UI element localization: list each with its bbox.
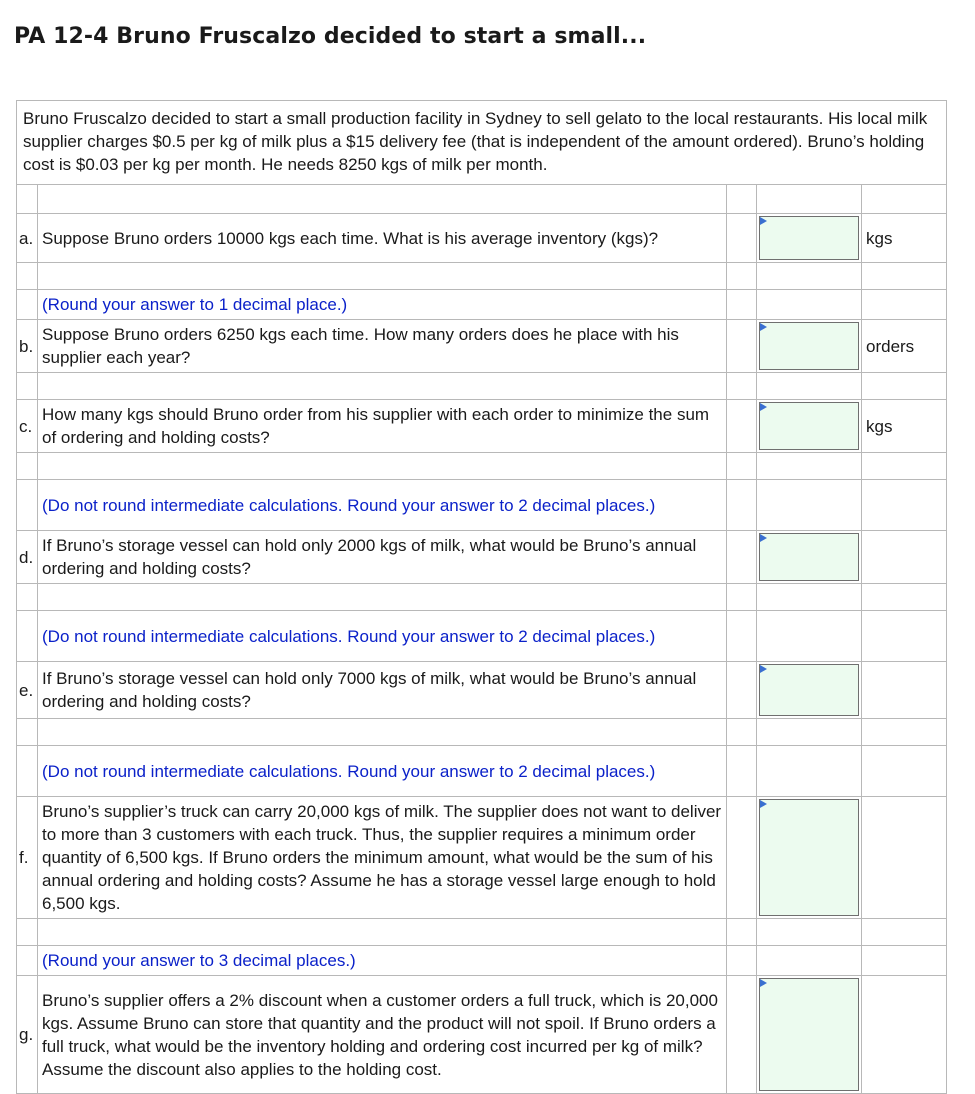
answer-input-f[interactable]	[759, 799, 859, 916]
spacer-row	[17, 263, 947, 290]
spacer-row	[17, 584, 947, 611]
question-label-b: b.	[17, 320, 38, 373]
problem-table	[16, 100, 947, 1094]
answer-cell-d	[757, 531, 862, 584]
answer-cell-g	[757, 976, 862, 1094]
question-label-c: c.	[17, 400, 38, 453]
answer-input-a[interactable]	[759, 216, 859, 260]
question-text-b: Suppose Bruno orders 6250 kgs each time. How many orders does he place with his supplier each year?	[38, 320, 727, 373]
unit-label-d	[862, 531, 947, 584]
question-text-c: How many kgs should Bruno order from his supplier with each order to minimize the sum of ordering and holding costs?	[38, 400, 727, 453]
input-marker-icon	[760, 323, 767, 331]
hint-text-e: (Do not round intermediate calculations. Round your answer to 2 decimal places.)	[38, 746, 727, 797]
hint-row-e	[17, 746, 947, 797]
input-marker-icon	[760, 665, 767, 673]
question-text-e: If Bruno’s storage vessel can hold only 7000 kgs of milk, what would be Bruno’s annual ordering and holding costs?	[38, 662, 727, 719]
answer-cell-f	[757, 797, 862, 919]
spacer-row	[17, 185, 947, 214]
spacer-row	[17, 919, 947, 946]
question-text-f: Bruno’s supplier’s truck can carry 20,000 kgs of milk. The supplier does not want to deliver to more than 3 customers with each truck. Thus, the supplier requires a minimum order quantity of 6,500 kgs. If Bruno orders the minimum amount, what would be the sum of his annual ordering and holding costs? Assume he has a storage vessel large enough to hold 6,500 kgs.	[38, 797, 727, 919]
page-title: PA 12-4 Bruno Fruscalzo decided to start a small...	[14, 24, 647, 49]
unit-label-f	[862, 797, 947, 919]
input-marker-icon	[760, 979, 767, 987]
hint-text-f: (Round your answer to 3 decimal places.)	[38, 946, 727, 976]
question-label-d: d.	[17, 531, 38, 584]
question-label-e: e.	[17, 662, 38, 719]
hint-row-f	[17, 946, 947, 976]
question-text-a: Suppose Bruno orders 10000 kgs each time. What is his average inventory (kgs)?	[38, 214, 727, 263]
spacer-row	[17, 373, 947, 400]
answer-cell-c	[757, 400, 862, 453]
problem-intro-row	[17, 101, 947, 185]
question-label-g: g.	[17, 976, 38, 1094]
question-text-g: Bruno’s supplier offers a 2% discount when a customer orders a full truck, which is 20,000 kgs. Assume Bruno can store that quantity and the product will not spoil. If Bruno orders a full truck, what would be the inventory holding and ordering cost incurred per kg of milk? Assume the discount also applies to the holding cost.	[38, 976, 727, 1094]
question-text-d: If Bruno’s storage vessel can hold only 2000 kgs of milk, what would be Bruno’s annual ordering and holding costs?	[38, 531, 727, 584]
question-row-c	[17, 400, 947, 453]
input-marker-icon	[760, 217, 767, 225]
input-marker-icon	[760, 403, 767, 411]
answer-cell-e	[757, 662, 862, 719]
hint-text-a: (Round your answer to 1 decimal place.)	[38, 290, 727, 320]
hint-row-d	[17, 611, 947, 662]
hint-text-d: (Do not round intermediate calculations. Round your answer to 2 decimal places.)	[38, 611, 727, 662]
unit-label-a: kgs	[862, 214, 947, 263]
unit-label-b: orders	[862, 320, 947, 373]
answer-cell-b	[757, 320, 862, 373]
question-row-e	[17, 662, 947, 719]
hint-text-c: (Do not round intermediate calculations. Round your answer to 2 decimal places.)	[38, 480, 727, 531]
question-row-d	[17, 531, 947, 584]
hint-row-c	[17, 480, 947, 531]
input-marker-icon	[760, 800, 767, 808]
input-marker-icon	[760, 534, 767, 542]
question-row-b	[17, 320, 947, 373]
question-row-a	[17, 214, 947, 263]
hint-row-a	[17, 290, 947, 320]
unit-label-e	[862, 662, 947, 719]
unit-label-g	[862, 976, 947, 1094]
answer-cell-a	[757, 214, 862, 263]
answer-input-g[interactable]	[759, 978, 859, 1091]
question-label-a: a.	[17, 214, 38, 263]
spacer-row	[17, 453, 947, 480]
spacer-row	[17, 719, 947, 746]
question-row-g	[17, 976, 947, 1094]
unit-label-c: kgs	[862, 400, 947, 453]
answer-input-d[interactable]	[759, 533, 859, 581]
question-label-f: f.	[17, 797, 38, 919]
problem-intro-text: Bruno Fruscalzo decided to start a small production facility in Sydney to sell gelato to the local restaurants. His local milk supplier charges $0.5 per kg of milk plus a $15 delivery fee (that is independent of the amount ordered). Bruno’s holding cost is $0.03 per kg per month. He needs 8250 kgs of milk per month.	[17, 101, 947, 185]
question-row-f	[17, 797, 947, 919]
answer-input-c[interactable]	[759, 402, 859, 450]
answer-input-e[interactable]	[759, 664, 859, 716]
answer-input-b[interactable]	[759, 322, 859, 370]
